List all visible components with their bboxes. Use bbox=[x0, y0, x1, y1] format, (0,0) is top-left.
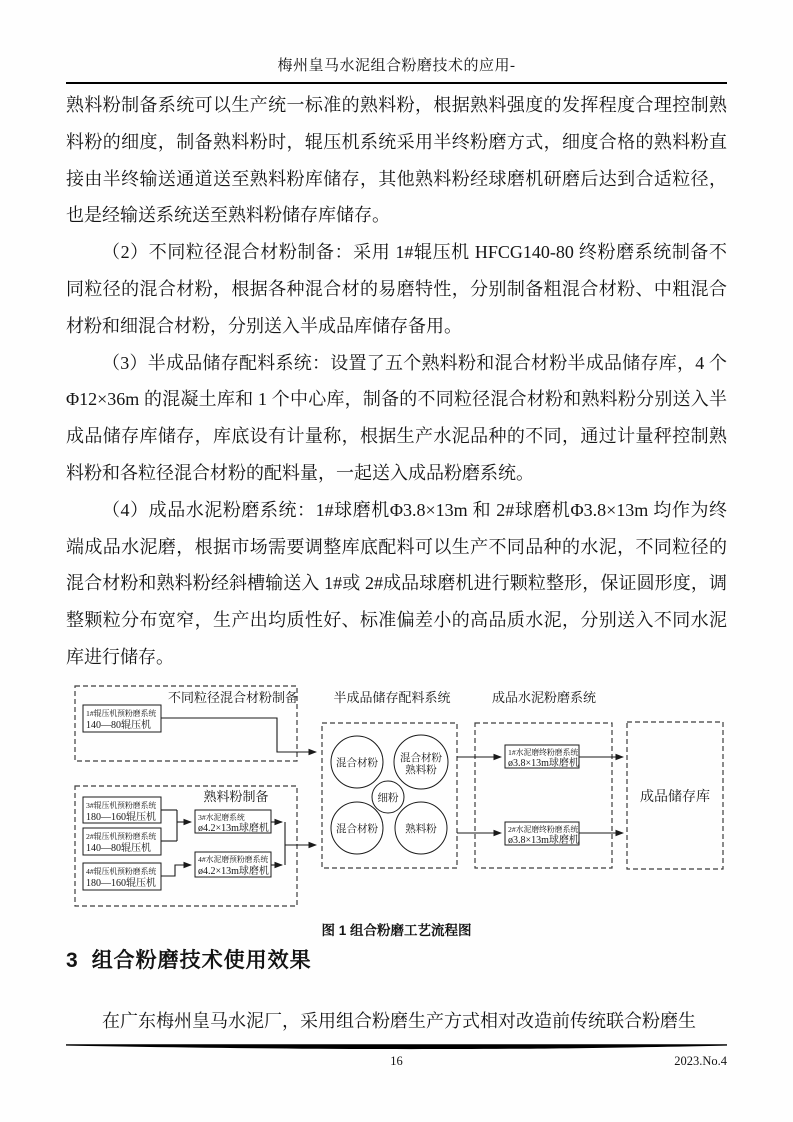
process-flow-diagram bbox=[66, 684, 727, 912]
paragraph-continuation: 熟料粉制备系统可以生产统一标准的熟料粉，根据熟料强度的发挥程度合理控制熟料粉的细度，制备熟料粉时，辊压机系统采用半终粉磨方式，细度合格的熟料粉直接由半终输送通道送至熟料粉库储存，其他熟料粉经球磨机研磨后达到合适粒径，也是经输送系统送至熟料粉储存库储存。 bbox=[66, 95, 727, 226]
box-roller-press-4-line1: 4#辊压机预粉磨系统 bbox=[86, 867, 157, 876]
footer bbox=[66, 1054, 727, 1072]
flow-rp1-to-storage bbox=[161, 718, 316, 752]
running-head-title: 梅州皇马水泥组合粉磨技术的应用- bbox=[277, 58, 516, 74]
paragraph-item-2: （2）不同粒径混合材粉制备：采用 1#辊压机 HFCG140-80 终粉磨系统制备不同粒径的混合材粉，根据各种混合材的易磨特性，分别制备粗混合材粉、中粗混合材粉和细混合材粉，分别送入半成品库储存备用。 bbox=[66, 242, 727, 336]
box-mill-1-line1: 1#水泥磨终粉磨系统 bbox=[508, 748, 579, 757]
box-mill-2-line1: 2#水泥磨终粉磨系统 bbox=[508, 825, 579, 834]
issue-number: 2023.No.4 bbox=[674, 1054, 727, 1068]
zone-clinker-prep-title: 熟料粉制备 bbox=[203, 789, 269, 804]
box-roller-press-2-line1: 2#辊压机预粉磨系统 bbox=[86, 832, 157, 841]
silo-mixed-material-1-label: 混合材粉 bbox=[336, 758, 378, 769]
box-mill-1-line2: ø3.8×13m球磨机 bbox=[508, 758, 579, 769]
section-number: 3 bbox=[66, 949, 78, 972]
page-number: 16 bbox=[390, 1054, 403, 1068]
box-mill-4-line2: ø4.2×13m球磨机 bbox=[198, 866, 269, 877]
box-roller-press-1-line1: 1#辊压机预粉磨系统 bbox=[86, 709, 157, 718]
paragraph-item-4: （4）成品水泥粉磨系统：1#球磨机Φ3.8×13m 和 2#球磨机Φ3.8×13m 均作为终端成品水泥磨，根据市场需要调整库底配料可以生产不同品种的水泥，不同粒径的混合材粉和熟料粉经斜槽输送入 1#或 2#成品球磨机进行颗粒整形，保证圆形度，调整颗粒分布宽窄，生产出均质性好、标准偏差小的高品质水泥，分别送入不同水泥库进行储存。 bbox=[66, 499, 727, 667]
flow-rp4-to-mill4 bbox=[161, 865, 191, 876]
silo-mixed-material-2-label: 混合材粉 bbox=[336, 824, 378, 835]
zone-semi-storage-title: 半成品储存配料系统 bbox=[333, 690, 451, 705]
box-mill-4-line1: 4#水泥磨预粉磨系统 bbox=[198, 855, 269, 864]
paragraph-section-intro: 在广东梅州皇马水泥厂，采用组合粉磨生产方式相对改造前传统联合粉磨生 bbox=[102, 1011, 696, 1031]
zone-final-grinding-title: 成品水泥粉磨系统 bbox=[491, 690, 597, 705]
box-mill-3-line2: ø4.2×13m球磨机 bbox=[198, 823, 269, 834]
section-title: 组合粉磨技术使用效果 bbox=[91, 949, 312, 972]
box-mill-2-line2: ø3.8×13m球磨机 bbox=[508, 835, 579, 846]
box-roller-press-3-line1: 3#辊压机预粉磨系统 bbox=[86, 801, 157, 810]
zone-product-storage-label: 成品储存库 bbox=[640, 790, 710, 805]
zone-mix-prep-title: 不同粒径混合材粉制备 bbox=[167, 690, 299, 705]
silo-fine-powder-label: 细粉 bbox=[377, 793, 399, 804]
box-roller-press-1-line2: 140—80辊压机 bbox=[86, 720, 151, 731]
footer-rule bbox=[66, 1042, 727, 1051]
box-roller-press-2-line2: 140—80辊压机 bbox=[86, 843, 151, 854]
silo-clinker-powder-label: 熟料粉 bbox=[405, 824, 437, 835]
silo-mixed-clinker-label2: 熟料粉 bbox=[405, 765, 437, 776]
box-roller-press-3-line2: 180—160辊压机 bbox=[86, 812, 156, 823]
box-mill-3-line1: 3#水泥磨系统 bbox=[198, 813, 245, 822]
section-heading bbox=[66, 944, 727, 974]
box-roller-press-4-line2: 180—160辊压机 bbox=[86, 878, 156, 889]
body-text bbox=[66, 87, 727, 676]
running-head bbox=[66, 54, 727, 84]
paragraph-item-3: （3）半成品储存配料系统：设置了五个熟料粉和混合材粉半成品储存库，4 个Φ12×36m 的混凝土库和 1 个中心库，制备的不同粒径混合材粉和熟料粉分别送入半成品储存库储存，库底设有计量称，根据生产水泥品种的不同，通过计量秤控制熟料粉和各粒径混合材粉的配料量，一起送入成品粉磨系统。 bbox=[66, 352, 727, 483]
silo-mixed-clinker-label1: 混合材粉 bbox=[400, 753, 442, 764]
figure-caption: 图 1 组合粉磨工艺流程图 bbox=[321, 923, 472, 938]
